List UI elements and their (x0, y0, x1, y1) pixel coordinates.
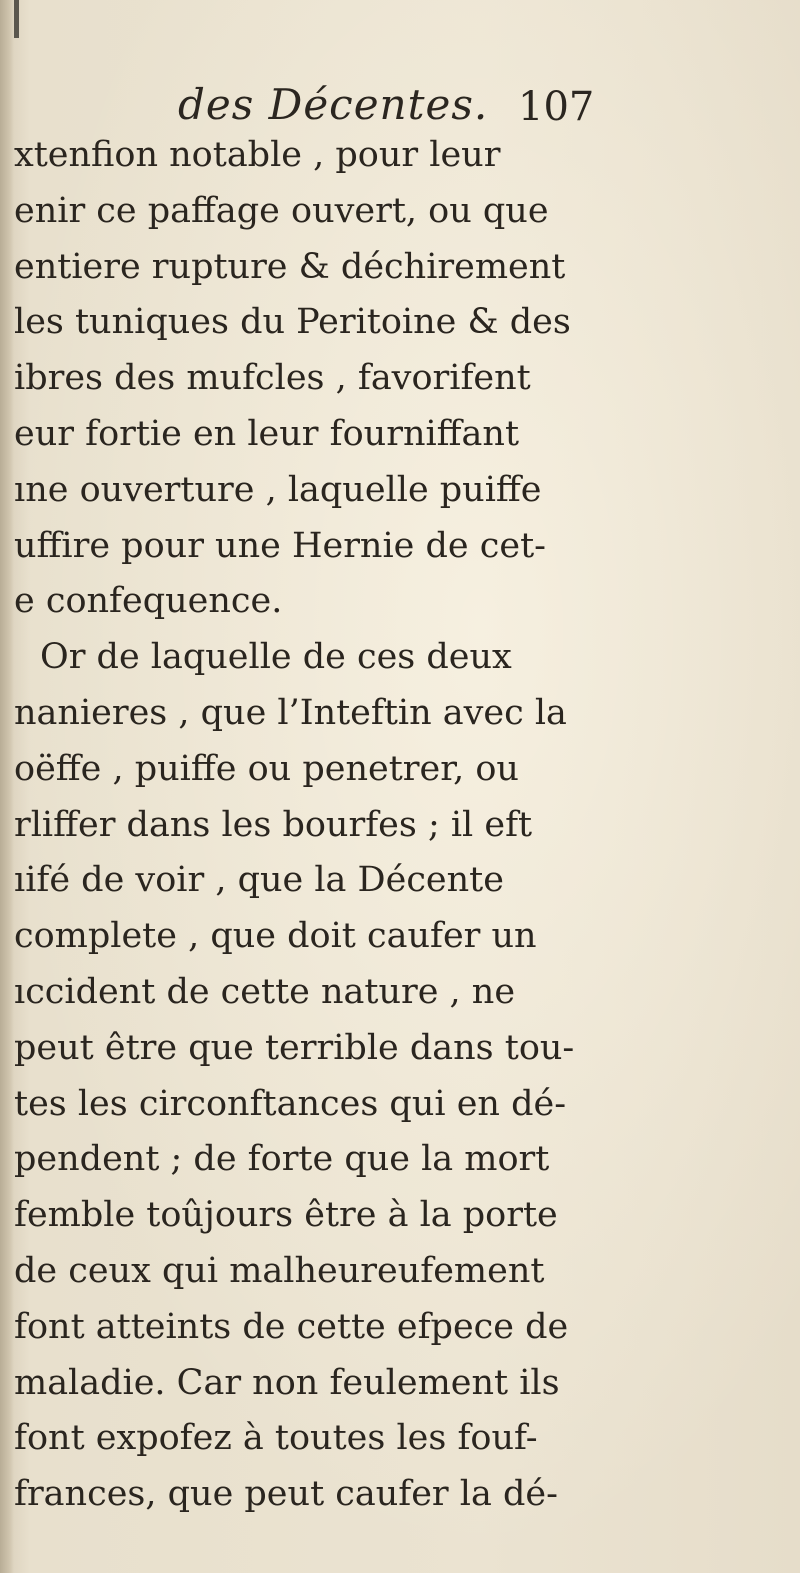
text-line: entiere rupture & déchirement (14, 246, 566, 287)
text-line: eur fortie en leur fourniffant (14, 413, 520, 454)
text-line: ibres des mufcles , favorifent (14, 358, 531, 399)
text-line: uffire pour une Hernie de cet- (14, 525, 546, 566)
text-line: ıccident de cette nature , ne (14, 971, 516, 1012)
paragraph-start-line: Or de laquelle de ces deux (40, 637, 512, 678)
body-text (14, 128, 800, 1523)
text-line: peut être que terrible dans tou- (14, 1027, 575, 1068)
text-line: font expofez à toutes les fouf- (14, 1418, 538, 1459)
text-line: de ceux qui malheureufement (14, 1250, 545, 1291)
text-line: oëffe , puiffe ou penetrer, ou (14, 748, 519, 789)
text-line: les tuniques du Peritoine & des (14, 302, 571, 343)
text-line: pendent ; de forte que la mort (14, 1139, 550, 1180)
text-line: ıifé de voir , que la Décente (14, 860, 504, 901)
text-line: maladie. Car non feulement ils (14, 1362, 560, 1403)
text-line: e confequence. (14, 581, 283, 622)
text-line: nanieres , que l’Inteftin avec la (14, 692, 567, 733)
text-line: enir ce paffage ouvert, ou que (14, 190, 549, 231)
text-line: femble toûjours être à la porte (14, 1195, 558, 1236)
running-title: des Décentes. (178, 80, 489, 129)
text-line: frances, que peut caufer la dé- (14, 1474, 558, 1515)
text-line: xtenfion notable , pour leur (14, 135, 501, 175)
page-number: 107 (518, 84, 595, 130)
text-line: rliffer dans les bourfes ; il eft (14, 804, 533, 845)
binding-mark (14, 0, 19, 38)
page-gutter-shadow (0, 0, 14, 1573)
text-line: font atteints de cette efpece de (14, 1306, 569, 1347)
text-line: complete , que doit caufer un (14, 916, 537, 957)
text-line: tes les circonftances qui en dé- (14, 1083, 567, 1124)
text-line: ıne ouverture , laquelle puiffe (14, 469, 542, 510)
